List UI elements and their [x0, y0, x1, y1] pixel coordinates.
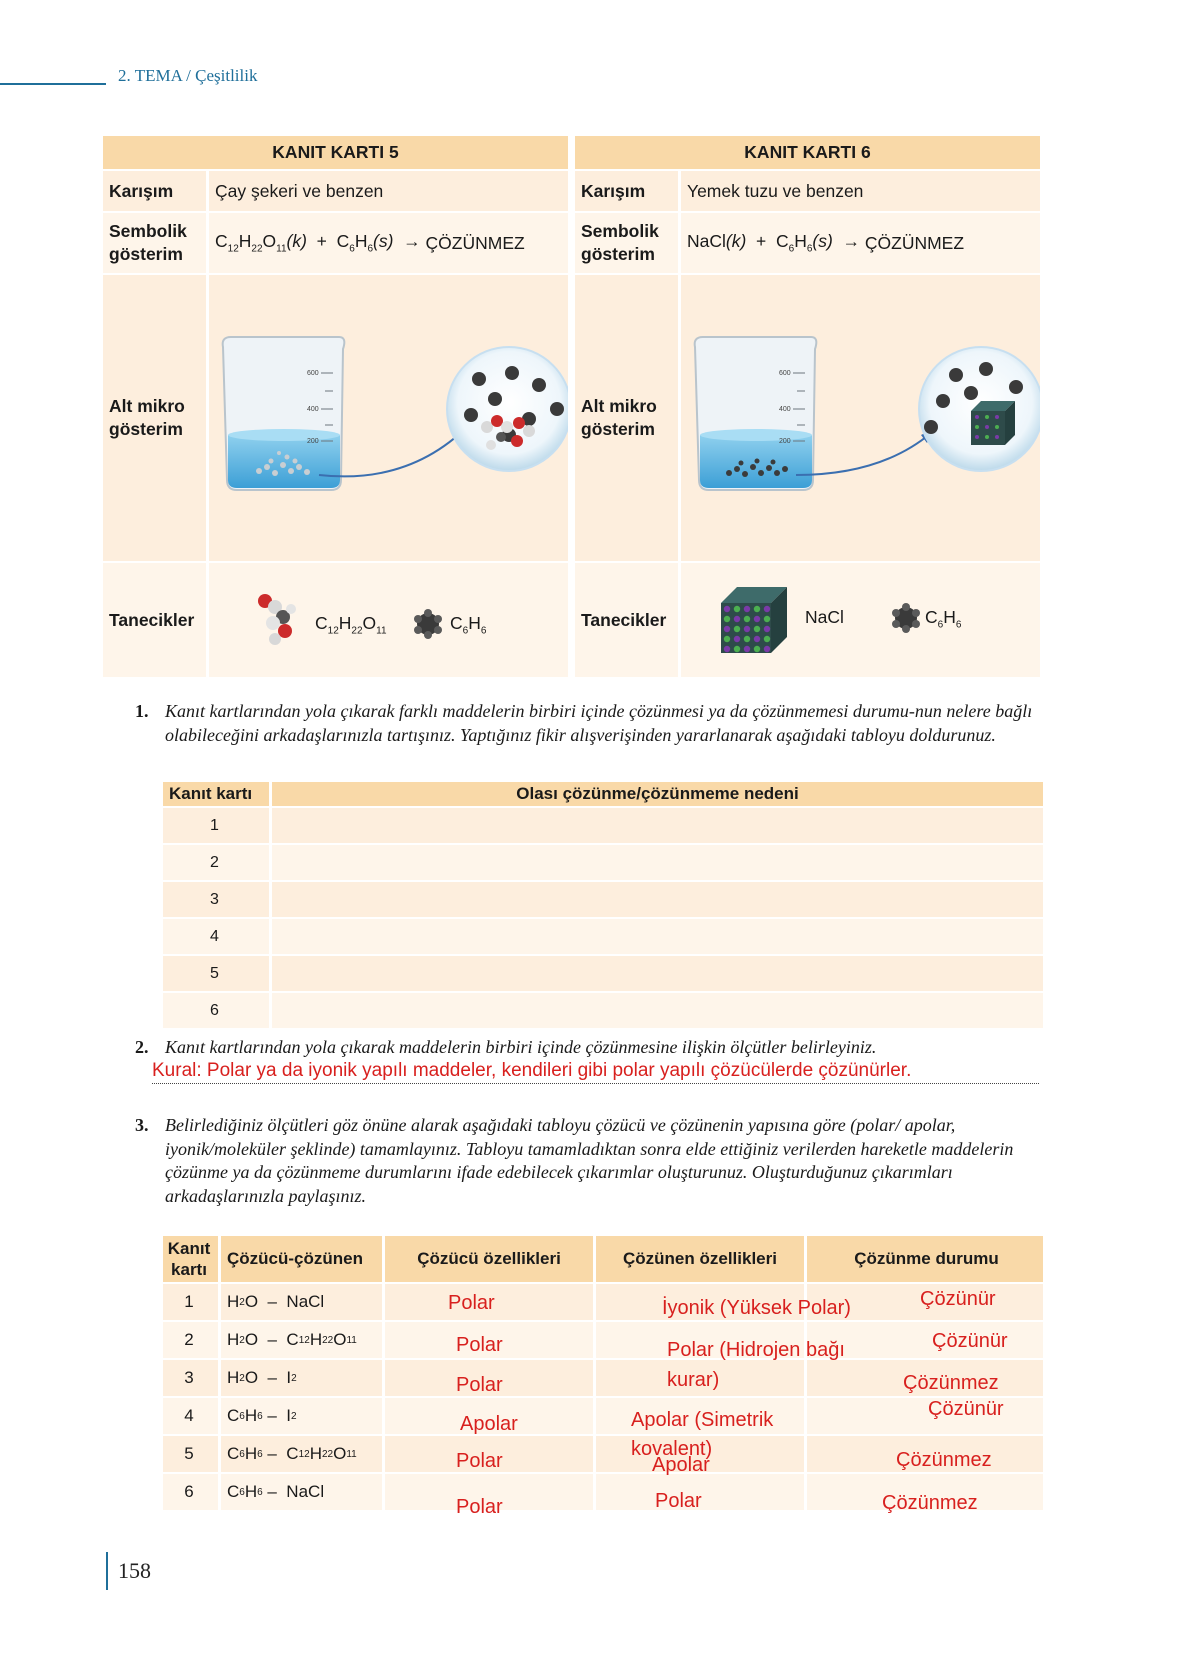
tick-label: 600: [779, 370, 791, 377]
solvent-solute-pair: C 6 H 6 – I 2: [218, 1398, 388, 1434]
handwritten-solute: Polar (Hidrojen bağı kurar): [667, 1339, 845, 1391]
answer-cell[interactable]: [269, 882, 1043, 917]
row-label: Sembolik gösterim: [581, 221, 659, 264]
solvent-solute-pair: C 6 H 6 – NaCl: [218, 1474, 388, 1510]
table-row: [163, 882, 1043, 917]
row-number: 5: [210, 965, 219, 982]
page-number: 158: [118, 1558, 151, 1583]
page-number-rule: [106, 1552, 108, 1590]
card-title: KANIT KARTI 6: [575, 136, 1040, 169]
evidence-card-5: [103, 136, 568, 677]
row-number: 3: [210, 891, 219, 908]
solvent-solute-pair: H 2 O – NaCl: [218, 1284, 388, 1320]
question-2: [135, 1036, 1035, 1060]
answer-cell[interactable]: [269, 919, 1043, 954]
header-cell: Çözünme durumu: [804, 1236, 1046, 1282]
handwritten-status: Çözünmez: [896, 1449, 992, 1471]
particles-row: [103, 563, 568, 677]
question-text: Belirlediğiniz ölçütleri göz önüne alarak aşağıdaki tabloyu çözücü ve çözünenin yapısına göre (polar/ apolar, iyonik/moleküler şeklinde) tamamlayınız. Tabloyu tamamladıktan sonra elde ettiğiniz verilerden hareketle maddelerin çözünme ya da çözünmeme durumlarını ifade edebilecek çıkarımlar oluşturunuz. Oluşturduğunuz çıkarımları arkadaşlarınızla paylaşınız.: [165, 1115, 1014, 1206]
particles-row: [575, 563, 1040, 677]
table-row: [163, 1284, 1043, 1320]
symbolic-row: [575, 213, 1040, 273]
table-row: [163, 919, 1043, 954]
particle-label: $C_{12}H_{22}O_{11}$: [315, 613, 387, 637]
particle-label: $C_6H_6$: [925, 607, 962, 631]
row-number: 5: [184, 1444, 194, 1463]
handwritten-solvent: Polar: [456, 1334, 503, 1356]
handwritten-solvent: Polar: [456, 1496, 503, 1518]
micro-row: [575, 275, 1040, 561]
handwritten-rule: Kural: Polar ya da iyonik yapılı maddeler, kendileri gibi polar yapılı çözücülerde çözünürler.: [152, 1060, 1039, 1084]
solvent-solute-pair: H 2 O – C 12 H 22 O 11: [218, 1322, 388, 1358]
tick-label: 200: [779, 438, 791, 445]
evidence-card-6: [575, 136, 1040, 677]
answer-cell[interactable]: [269, 956, 1043, 991]
chapter-header: 2. TEMA / Çeşitlilik: [118, 66, 258, 85]
handwritten-status: Çözünür: [928, 1398, 1004, 1420]
result-text: ÇÖZÜNMEZ: [864, 232, 965, 253]
particle-label: $C_6H_6$: [450, 613, 487, 637]
mixture-row: [103, 171, 568, 211]
question-3: [135, 1114, 1035, 1208]
question-number: 3.: [135, 1115, 149, 1135]
row-label: Tanecikler: [109, 609, 195, 630]
row-label: Sembolik gösterim: [109, 221, 187, 264]
solvent-solute-pair: C 6 H 6 – C 12 H 22 O 11: [218, 1436, 388, 1472]
row-number: 3: [184, 1368, 194, 1387]
benzene-molecule-icon: [413, 609, 443, 639]
tick-label: 600: [307, 370, 319, 377]
tick-label: 400: [779, 406, 791, 413]
table-row: [163, 1398, 1043, 1434]
row-label: Alt mikro gösterim: [109, 396, 185, 439]
handwritten-solute: İyonik (Yüksek Polar): [662, 1297, 851, 1319]
question-1: [135, 700, 1035, 747]
row-number: 2: [210, 854, 219, 871]
table-header: [163, 782, 1043, 806]
row-number: 4: [184, 1406, 194, 1425]
tick-label: 400: [307, 406, 319, 413]
answer-cell[interactable]: [269, 845, 1043, 880]
table-row: [163, 993, 1043, 1028]
header-rule: [0, 83, 106, 85]
solvent-solute-pair: H 2 O – I 2: [218, 1360, 388, 1396]
handwritten-solute: Apolar (Simetrik kovalent): [631, 1409, 774, 1460]
row-number: 1: [184, 1292, 194, 1311]
nacl-lattice-icon: [713, 581, 793, 661]
question-text: Kanıt kartlarından yola çıkarak farklı maddelerin birbiri içinde çözünmesi ya da çözünmemesi durumu-nun nelere bağlı olabileceğini arkadaşlarınızla tartışınız. Yaptığınız fikir alışverişinden yararlanarak aşağıdaki tabloyu doldurunuz.: [165, 701, 1033, 745]
table-header: [163, 1236, 1043, 1282]
reason-table: [163, 782, 1043, 1028]
question-number: 2.: [135, 1037, 149, 1057]
particle-label: NaCl: [805, 607, 844, 627]
table-row: [163, 845, 1043, 880]
question-text: Kanıt kartlarından yola çıkarak maddelerin birbiri içinde çözünmesine ilişkin ölçütler belirleyiniz.: [165, 1037, 877, 1057]
micro-row: [103, 275, 568, 561]
row-label: Alt mikro gösterim: [581, 396, 657, 439]
row-number: 4: [210, 928, 219, 945]
handwritten-solute: Apolar: [652, 1454, 710, 1476]
status-cell[interactable]: [804, 1398, 1046, 1434]
mixture-value: Çay şekeri ve benzen: [215, 180, 384, 201]
handwritten-solvent: Polar: [456, 1374, 503, 1396]
header-cell: Çözünen özellikleri: [593, 1236, 804, 1282]
handwritten-solvent: Polar: [456, 1450, 503, 1472]
handwritten-solvent: Polar: [448, 1292, 495, 1314]
table-row: [163, 808, 1043, 843]
row-number: 1: [210, 817, 219, 834]
beaker-illustration: [209, 275, 568, 561]
row-number: 6: [184, 1482, 194, 1501]
table-row: [163, 956, 1043, 991]
symbolic-row: [103, 213, 568, 273]
handwritten-status: Çözünmez: [882, 1492, 978, 1514]
handwritten-solvent: Apolar: [460, 1413, 518, 1435]
mixture-value: Yemek tuzu ve benzen: [687, 180, 864, 201]
answer-cell[interactable]: [269, 808, 1043, 843]
row-label: Tanecikler: [581, 609, 667, 630]
sucrose-molecule-icon: [253, 589, 301, 649]
handwritten-status: Çözünür: [920, 1288, 996, 1310]
handwritten-solute: Polar: [655, 1490, 702, 1512]
header-cell: Olası çözünme/çözünmeme nedeni: [269, 782, 1043, 806]
benzene-molecule-icon: [891, 603, 921, 633]
symbolic-equation: $C_{12}H_{22}O_{11}(k) + C_6H_6(s)$ → ÇÖZÜNMEZ: [215, 231, 525, 255]
card-title: KANIT KARTI 5: [103, 136, 568, 169]
handwritten-status: Çözünmez: [903, 1372, 999, 1394]
handwritten-status: Çözünür: [932, 1330, 1008, 1352]
row-label: Karışım: [581, 180, 646, 201]
tick-label: 200: [307, 438, 319, 445]
header-cell: Kanıt kartı: [169, 784, 253, 803]
row-number: 6: [210, 1002, 219, 1019]
question-number: 1.: [135, 701, 149, 721]
header-cell: Kanıt kartı: [167, 1239, 211, 1279]
header-cell: Çözücü-çözünen: [218, 1236, 388, 1282]
symbolic-equation: NaCl(k) + $C_6H_6(s)$ → ÇÖZÜNMEZ: [687, 231, 965, 255]
answer-cell[interactable]: [269, 993, 1043, 1028]
result-text: ÇÖZÜNMEZ: [425, 232, 525, 253]
row-label: Karışım: [109, 180, 174, 201]
mixture-row: [575, 171, 1040, 211]
beaker-illustration: [681, 275, 1040, 561]
row-number: 2: [184, 1330, 194, 1349]
header-cell: Çözücü özellikleri: [382, 1236, 593, 1282]
table-row: [163, 1322, 1043, 1358]
